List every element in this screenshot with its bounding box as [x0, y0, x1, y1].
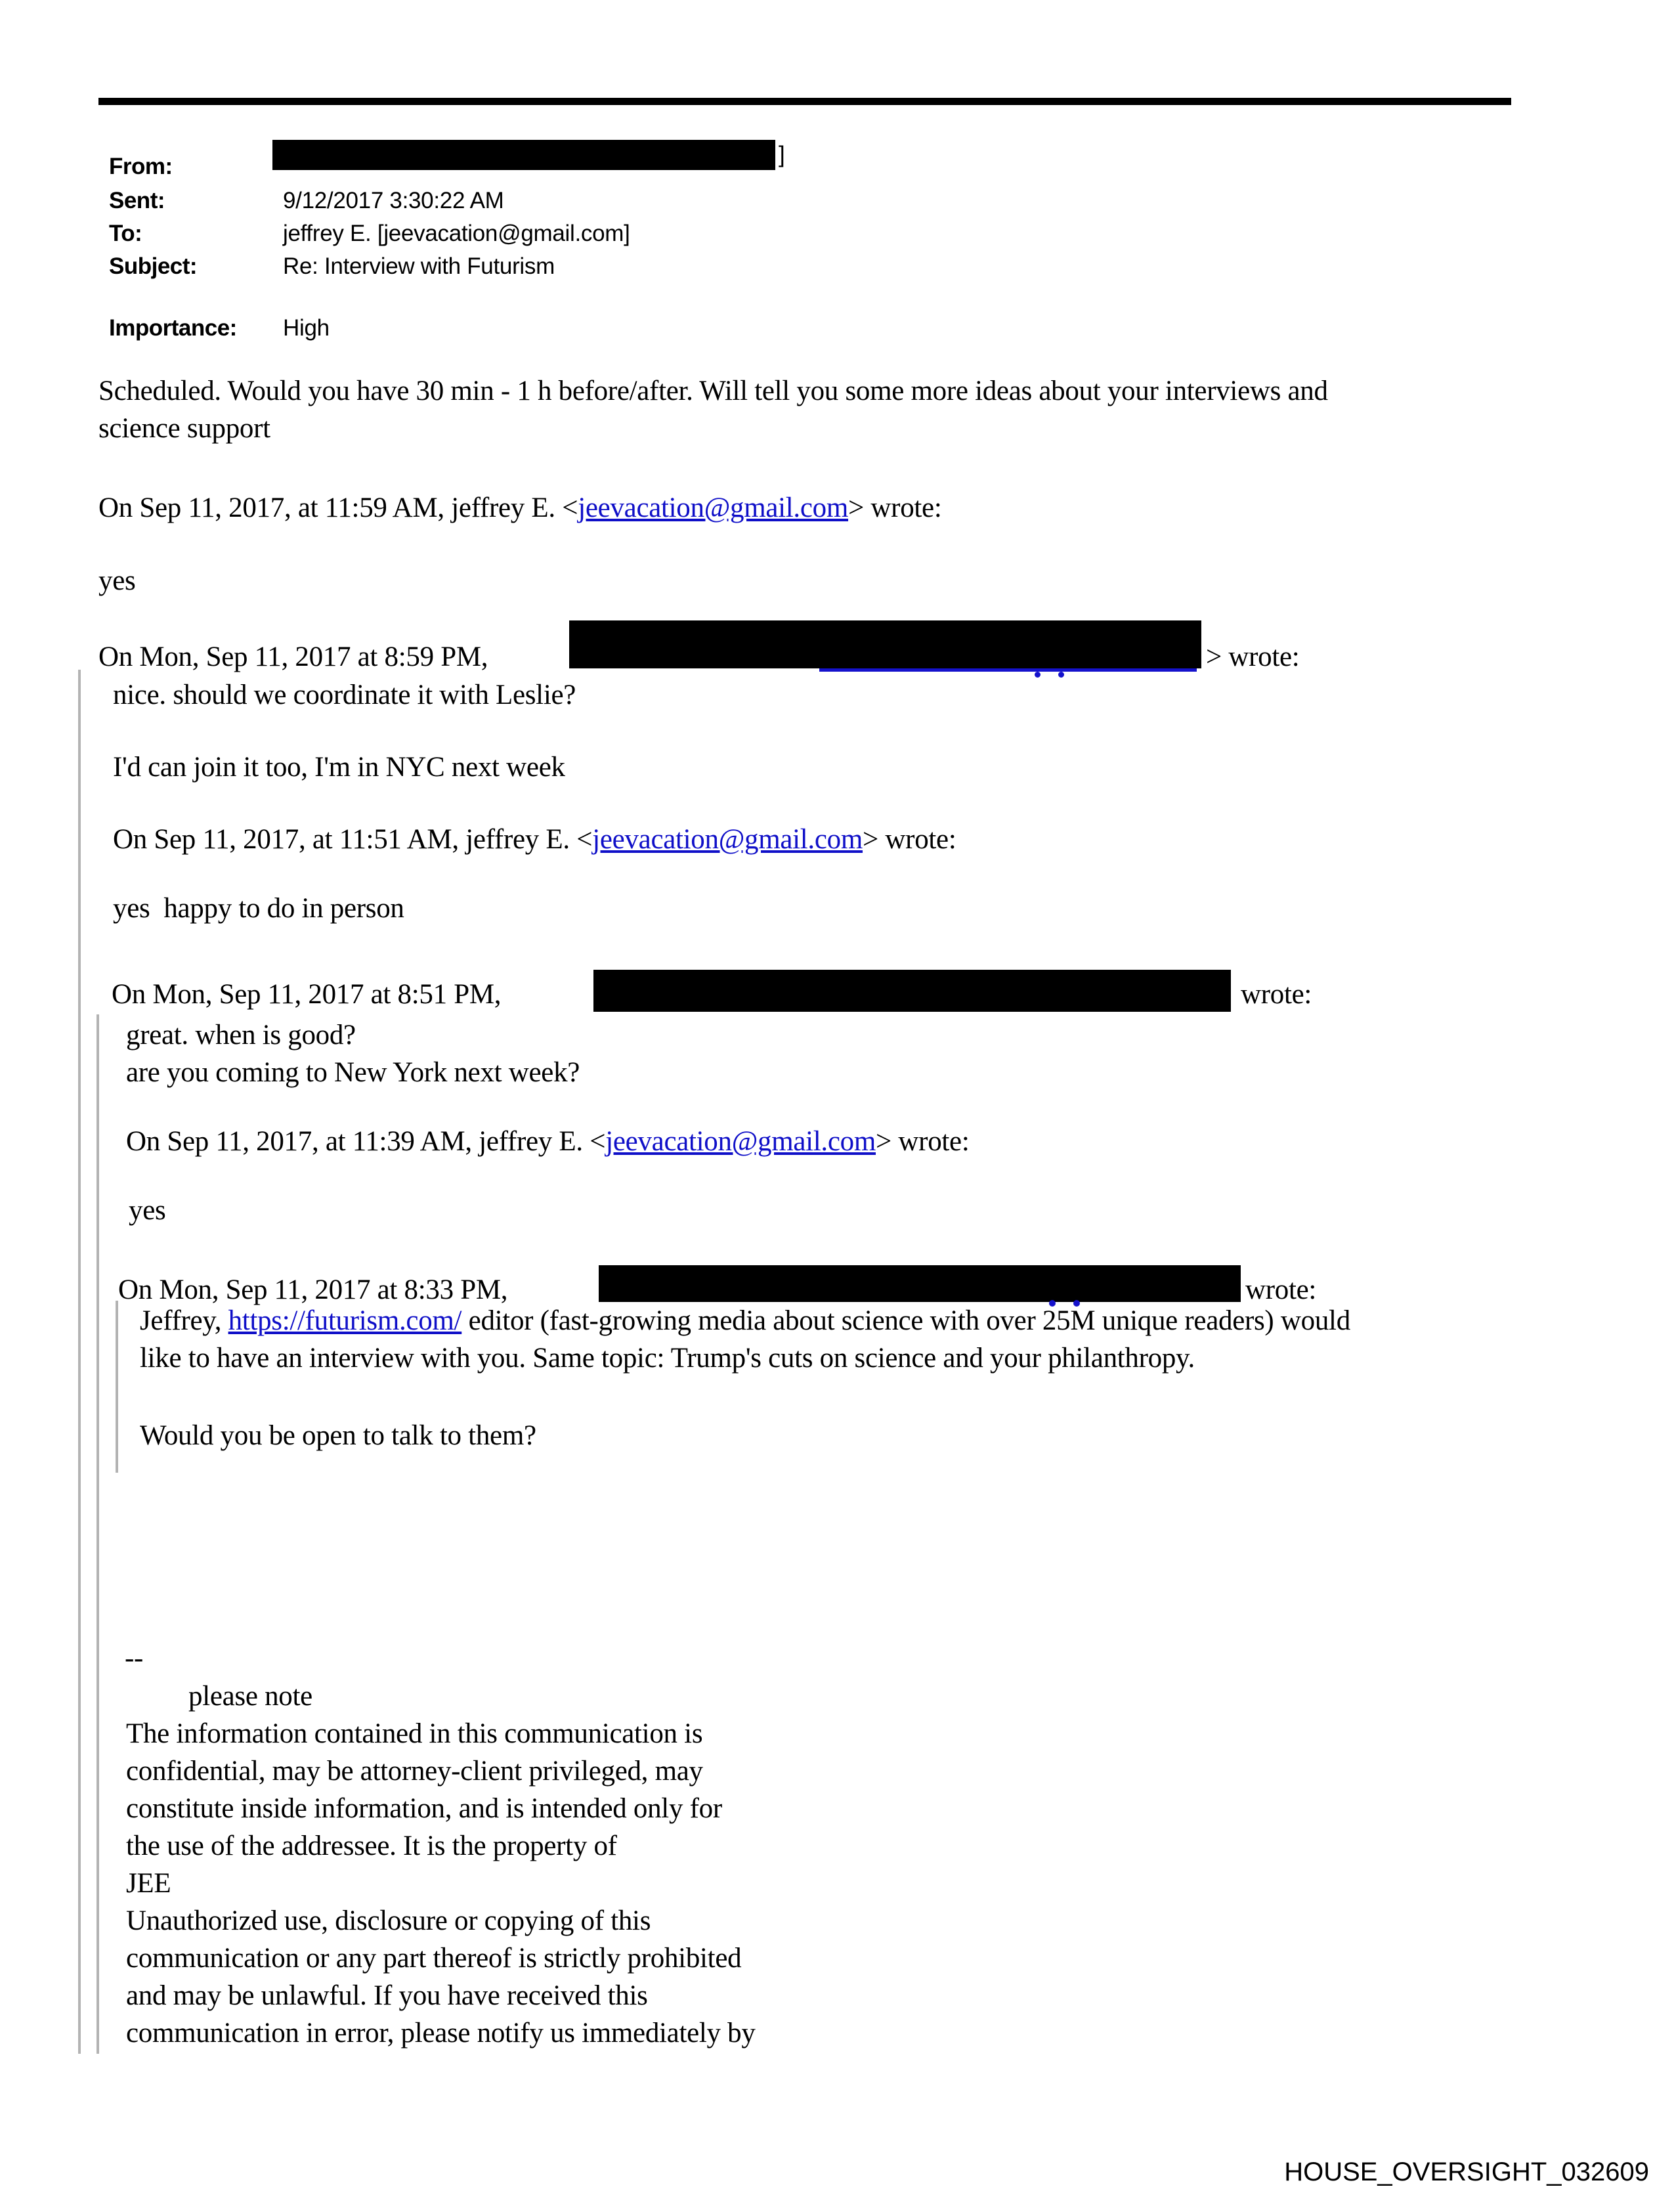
futurism-prefix: Jeffrey,: [140, 1305, 228, 1336]
msg-nice: nice. should we coordinate it with Leslie?: [113, 680, 576, 710]
attribution-1151-prefix: On Sep 11, 2017, at 11:51 AM, jeffrey E. <: [113, 824, 593, 855]
to-label: To:: [109, 221, 142, 246]
msg-great: great. when is good?: [126, 1020, 356, 1051]
disclaimer-line: communication or any part thereof is strictly prohibited: [126, 1943, 742, 1974]
header-row-subject: [98, 242, 555, 279]
redaction-bar-from: [272, 140, 775, 170]
from-label: From:: [109, 154, 173, 179]
attribution-1151: [113, 821, 956, 858]
header-row-from: [98, 142, 283, 179]
disclaimer-line: Unauthorized use, disclosure or copying of this: [126, 1905, 651, 1936]
attribution-1159: [98, 489, 941, 527]
msg-newyork: are you coming to New York next week?: [126, 1057, 580, 1088]
disclaimer-line: communication in error, please notify us immediately by: [126, 2018, 756, 2049]
msg-happy: yes happy to do in person: [113, 893, 404, 924]
attribution-851-prefix: On Mon, Sep 11, 2017 at 8:51 PM,: [112, 979, 502, 1010]
signature-dashes: --: [125, 1643, 144, 1674]
reply-yes-1: yes: [98, 565, 136, 596]
redaction-bar-851: [593, 970, 1231, 1012]
subject-value: Re: Interview with Futurism: [283, 253, 555, 279]
header-row-sent: [98, 176, 504, 213]
sent-label: Sent:: [109, 188, 165, 213]
quote-bar-level3: [116, 1301, 118, 1473]
futurism-line1-rest: editor (fast-growing media about science with over 25M unique readers) would: [461, 1305, 1350, 1336]
attribution-1159-prefix: On Sep 11, 2017, at 11:59 AM, jeffrey E. <: [98, 492, 578, 523]
confidentiality-disclaimer: [126, 1715, 756, 2052]
attribution-859-prefix: On Mon, Sep 11, 2017 at 8:59 PM,: [98, 641, 488, 672]
attribution-859-suffix: > wrote:: [1206, 641, 1300, 672]
intro-line-2: science support: [98, 413, 270, 444]
from-closing-bracket: ]: [779, 142, 785, 167]
signature-note: please note: [188, 1681, 312, 1712]
bates-number: HOUSE_OVERSIGHT_032609: [1284, 2158, 1649, 2186]
attribution-851-suffix: wrote:: [1241, 979, 1312, 1010]
attribution-1151-suffix: > wrote:: [863, 824, 956, 855]
quote-bar-level2: [97, 1014, 99, 2054]
redaction-bar-859: [569, 620, 1201, 668]
email-link[interactable]: jeevacation@gmail.com: [592, 824, 863, 855]
sent-value: 9/12/2017 3:30:22 AM: [283, 188, 504, 213]
quote-bar-level1: [78, 670, 81, 2054]
subject-label: Subject:: [109, 253, 198, 279]
intro-line-1: Scheduled. Would you have 30 min - 1 h before/after. Will tell you some more ideas about your interviews and: [98, 376, 1328, 406]
redaction-bar-833: [599, 1265, 1241, 1302]
disclaimer-line: confidential, may be attorney-client privileged, may: [126, 1756, 703, 1787]
disclaimer-line: the use of the addressee. It is the property of: [126, 1831, 617, 1861]
attribution-1139-suffix: > wrote:: [876, 1126, 970, 1157]
msg-join: I'd can join it too, I'm in NYC next week: [113, 752, 565, 783]
attribution-833-prefix: On Mon, Sep 11, 2017 at 8:33 PM,: [118, 1274, 508, 1305]
redacted-link-descender-dot: [1058, 672, 1064, 678]
redacted-link-underline: [819, 668, 1197, 672]
futurism-line-1: [140, 1302, 1350, 1339]
to-value: jeffrey E. [jeevacation@gmail.com]: [283, 221, 630, 246]
futurism-line-2: like to have an interview with you. Same topic: Trump's cuts on science and your philanthropy.: [140, 1343, 1195, 1374]
importance-label: Importance:: [109, 315, 237, 341]
header-row-importance: [98, 303, 330, 341]
msg-open: Would you be open to talk to them?: [140, 1420, 536, 1451]
importance-value: High: [283, 315, 330, 341]
attribution-1159-suffix: > wrote:: [848, 492, 942, 523]
email-link[interactable]: jeevacation@gmail.com: [578, 492, 849, 523]
disclaimer-line: and may be unlawful. If you have received this: [126, 1980, 648, 2011]
attribution-833-suffix: wrote:: [1245, 1274, 1317, 1305]
top-divider-rule: [98, 98, 1511, 105]
attribution-851: [112, 976, 1523, 1013]
redacted-link-descender-dot: [1035, 672, 1041, 678]
email-link[interactable]: jeevacation@gmail.com: [605, 1126, 876, 1157]
attribution-859: [98, 638, 1510, 676]
disclaimer-line: JEE: [126, 1868, 171, 1899]
reply-yes-2: yes: [129, 1195, 166, 1226]
disclaimer-line: constitute inside information, and is intended only for: [126, 1793, 722, 1824]
attribution-1139-prefix: On Sep 11, 2017, at 11:39 AM, jeffrey E. <: [126, 1126, 606, 1157]
disclaimer-line: The information contained in this communication is: [126, 1718, 703, 1749]
header-row-to: [98, 209, 630, 246]
attribution-1139: [126, 1123, 969, 1160]
futurism-link[interactable]: https://futurism.com/: [228, 1305, 462, 1336]
